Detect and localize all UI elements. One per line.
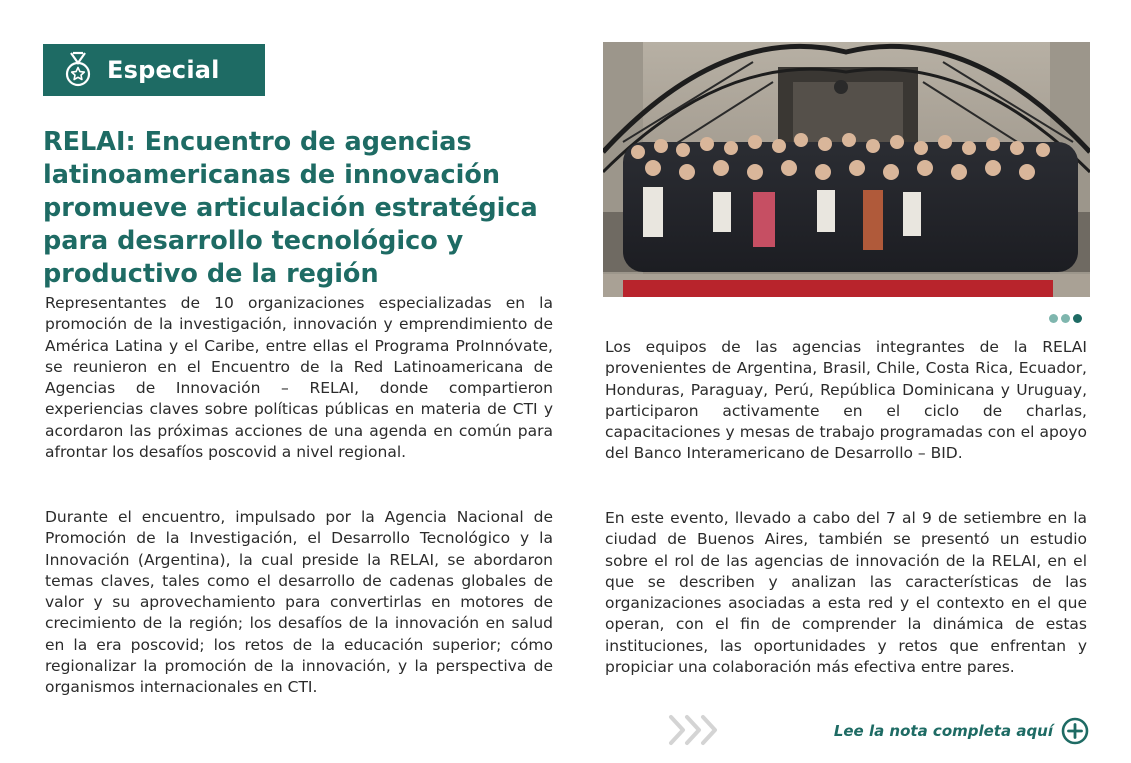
medal-icon — [63, 51, 93, 89]
plus-circle-icon[interactable] — [1061, 717, 1089, 745]
next-page-chevrons-icon[interactable] — [668, 714, 720, 746]
group-photo — [603, 42, 1090, 297]
section-badge — [43, 44, 265, 96]
article-paragraph: Los equipos de las agencias integrantes de la RELAI provenientes de Argentina, Brasil, Chile, Costa Rica, Ecuador, Honduras, Paraguay, Perú, República Dominicana y Uruguay, participaron activamente en el ciclo de charlas, capacitaciones y mesas de trabajo programadas con el apoyo del Banco Interamericano de Desarrollo – BID. — [605, 338, 1087, 463]
article-title: RELAI: Encuentro de agencias latinoamericanas de innovación promueve articulación estratégica para desarrollo tecnológico y productivo de la región — [43, 127, 538, 289]
article-paragraph: En este evento, llevado a cabo del 7 al 9 de setiembre en la ciudad de Buenos Aires, también se presentó un estudio sobre el rol de las agencias de innovación de la RELAI, en el que se describen y analizan las características de las organizaciones asociadas a esta red y el contexto en el que operan, con el fin de comprender la dinámica de estas instituciones, las oportunidades y retos que enfrentan y propiciar una colaboración más efectiva entre pares. — [605, 509, 1087, 677]
badge-label: Especial — [107, 56, 220, 84]
read-more-label[interactable]: Lee la nota completa aquí — [833, 722, 1053, 740]
read-more-link[interactable] — [834, 717, 1089, 745]
article-paragraph: Representantes de 10 organizaciones especializadas en la promoción de la investigación, innovación y emprendimiento de América Latina y el Caribe, entre ellas el Programa ProInnóvate, se reunieron en el Encuentro de la Red Latinoamericana de Agencias de Innovación – RELAI, donde compartieron experiencias claves sobre políticas públicas en materia de CTI y acordaron las próximas acciones de una agenda en común para afrontar los desafíos poscovid a nivel regional. — [45, 294, 553, 462]
carousel-dot[interactable] — [1049, 314, 1058, 323]
carousel-dot[interactable] — [1061, 314, 1070, 323]
article-paragraph: Durante el encuentro, impulsado por la Agencia Nacional de Promoción de la Investigación, el Desarrollo Tecnológico y la Innovación (Argentina), la cual preside la RELAI, se abordaron temas claves, tales como el desarrollo de cadenas globales de valor y su aprovechamiento para convertirlas en motores de crecimiento de la región; los desafíos de la innovación en salud en la era poscovid; los retos de la educación superior; cómo regionalizar la promoción de la innovación, y la perspectiva de organismos internacionales en CTI. — [45, 508, 553, 697]
carousel-indicator[interactable] — [1049, 314, 1082, 323]
carousel-dot-active[interactable] — [1073, 314, 1082, 323]
